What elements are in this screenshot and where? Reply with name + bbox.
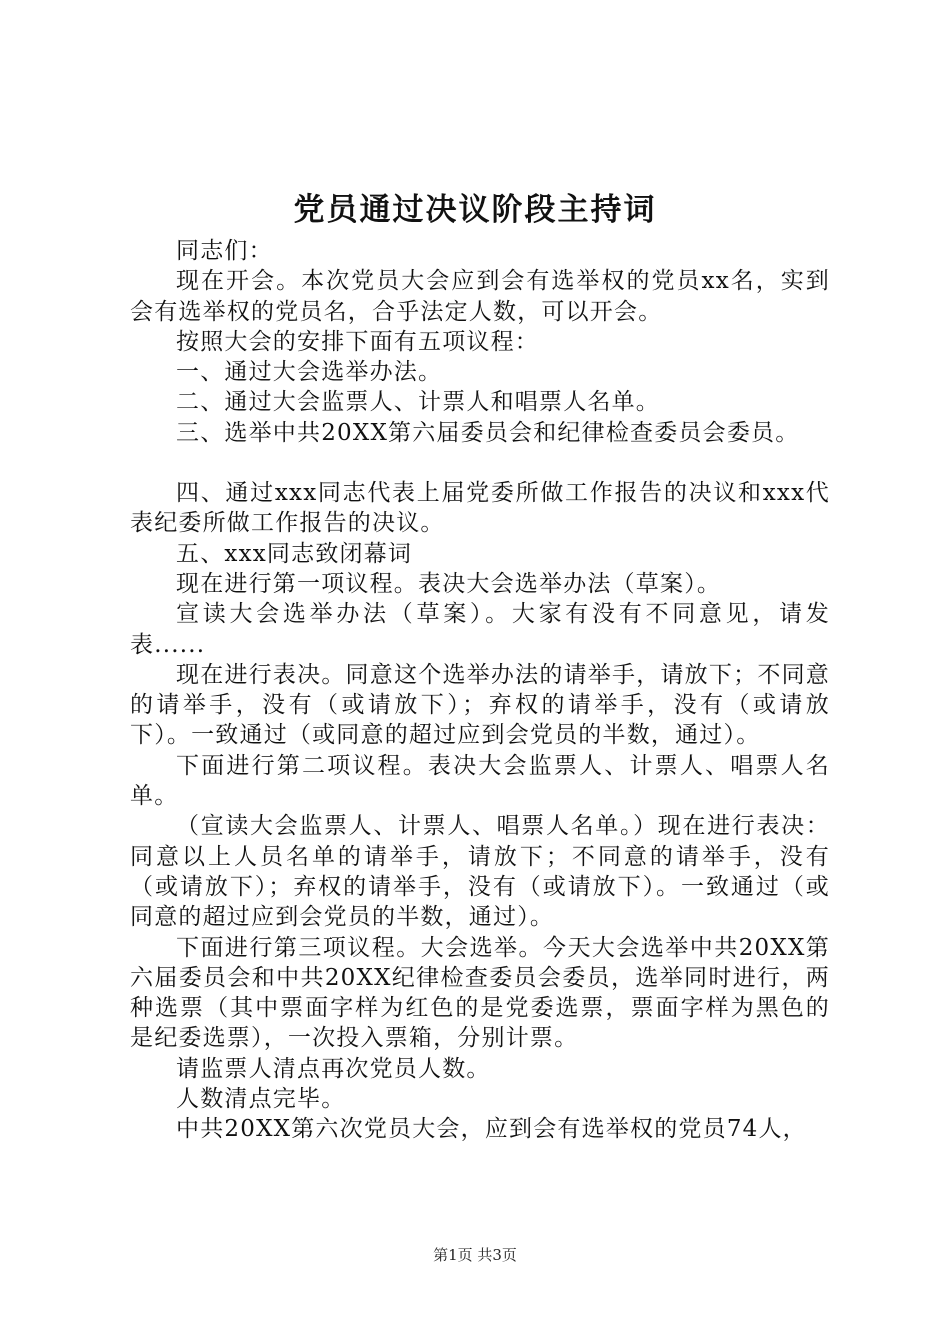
document-body	[130, 236, 830, 1145]
paragraph-item-1-start: 现在进行第一项议程。表决大会选举办法（草案）。	[176, 570, 722, 597]
page-title: 党员通过决议阶段主持词	[293, 192, 657, 228]
paragraph-opening: 现在开会。本次党员大会应到会有选举权的党员xx名，实到会有选举权的党员名，合乎法定人数，可以开会。	[130, 268, 830, 325]
paragraph-attendance: 中共20XX第六次党员大会，应到会有选举权的党员74人，	[176, 1116, 807, 1143]
page-footer: 第1页 共3页	[433, 1246, 517, 1264]
agenda-item-5: 五、xxx同志致闭幕词	[176, 540, 413, 567]
paragraph-item-2-vote: （宣读大会监票人、计票人、唱票人名单。）现在进行表决：同意以上人员名单的请举手，请放下；不同意的请举手，没有（或请放下）；弃权的请举手，没有（或请放下）。一致通过（或同意的超过应到会党员的半数，通过）。	[130, 813, 830, 931]
paragraph-item-1-vote: 现在进行表决。同意这个选举办法的请举手，请放下；不同意的请举手，没有（或请放下）；弃权的请举手，没有（或请放下）。一致通过（或同意的超过应到会党员的半数，通过）。	[130, 661, 830, 749]
agenda-item-3: 三、选举中共20XX第六届委员会和纪律检查委员会委员。	[176, 419, 800, 446]
paragraph-item-2-start: 下面进行第二项议程。表决大会监票人、计票人、唱票人名单。	[130, 752, 830, 810]
paragraph-agenda-intro: 按照大会的安排下面有五项议程：	[176, 328, 539, 355]
agenda-item-2: 二、通过大会监票人、计票人和唱票人名单。	[176, 389, 660, 416]
agenda-item-4: 四、通过xxx同志代表上届党委所做工作报告的决议和xxx代表纪委所做工作报告的决议。	[130, 480, 830, 537]
paragraph-greeting: 同志们：	[176, 238, 273, 264]
paragraph-item-1-read: 宣读大会选举办法（草案）。大家有没有不同意见，请发表......	[130, 601, 830, 658]
paragraph-headcount-done: 人数清点完毕。	[176, 1086, 346, 1113]
agenda-item-1: 一、通过大会选举办法。	[176, 359, 443, 386]
paragraph-gap	[130, 448, 830, 478]
paragraph-item-3-start: 下面进行第三项议程。大会选举。今天大会选举中共20XX第六届委员会和中共20XX纪律检查委员会委员，选举同时进行，两种选票（其中票面字样为红色的是党委选票，票面字样为黑色的是纪委选票），一次投入票箱，分别计票。	[130, 934, 830, 1052]
paragraph-headcount-request: 请监票人清点再次党员人数。	[176, 1055, 491, 1082]
